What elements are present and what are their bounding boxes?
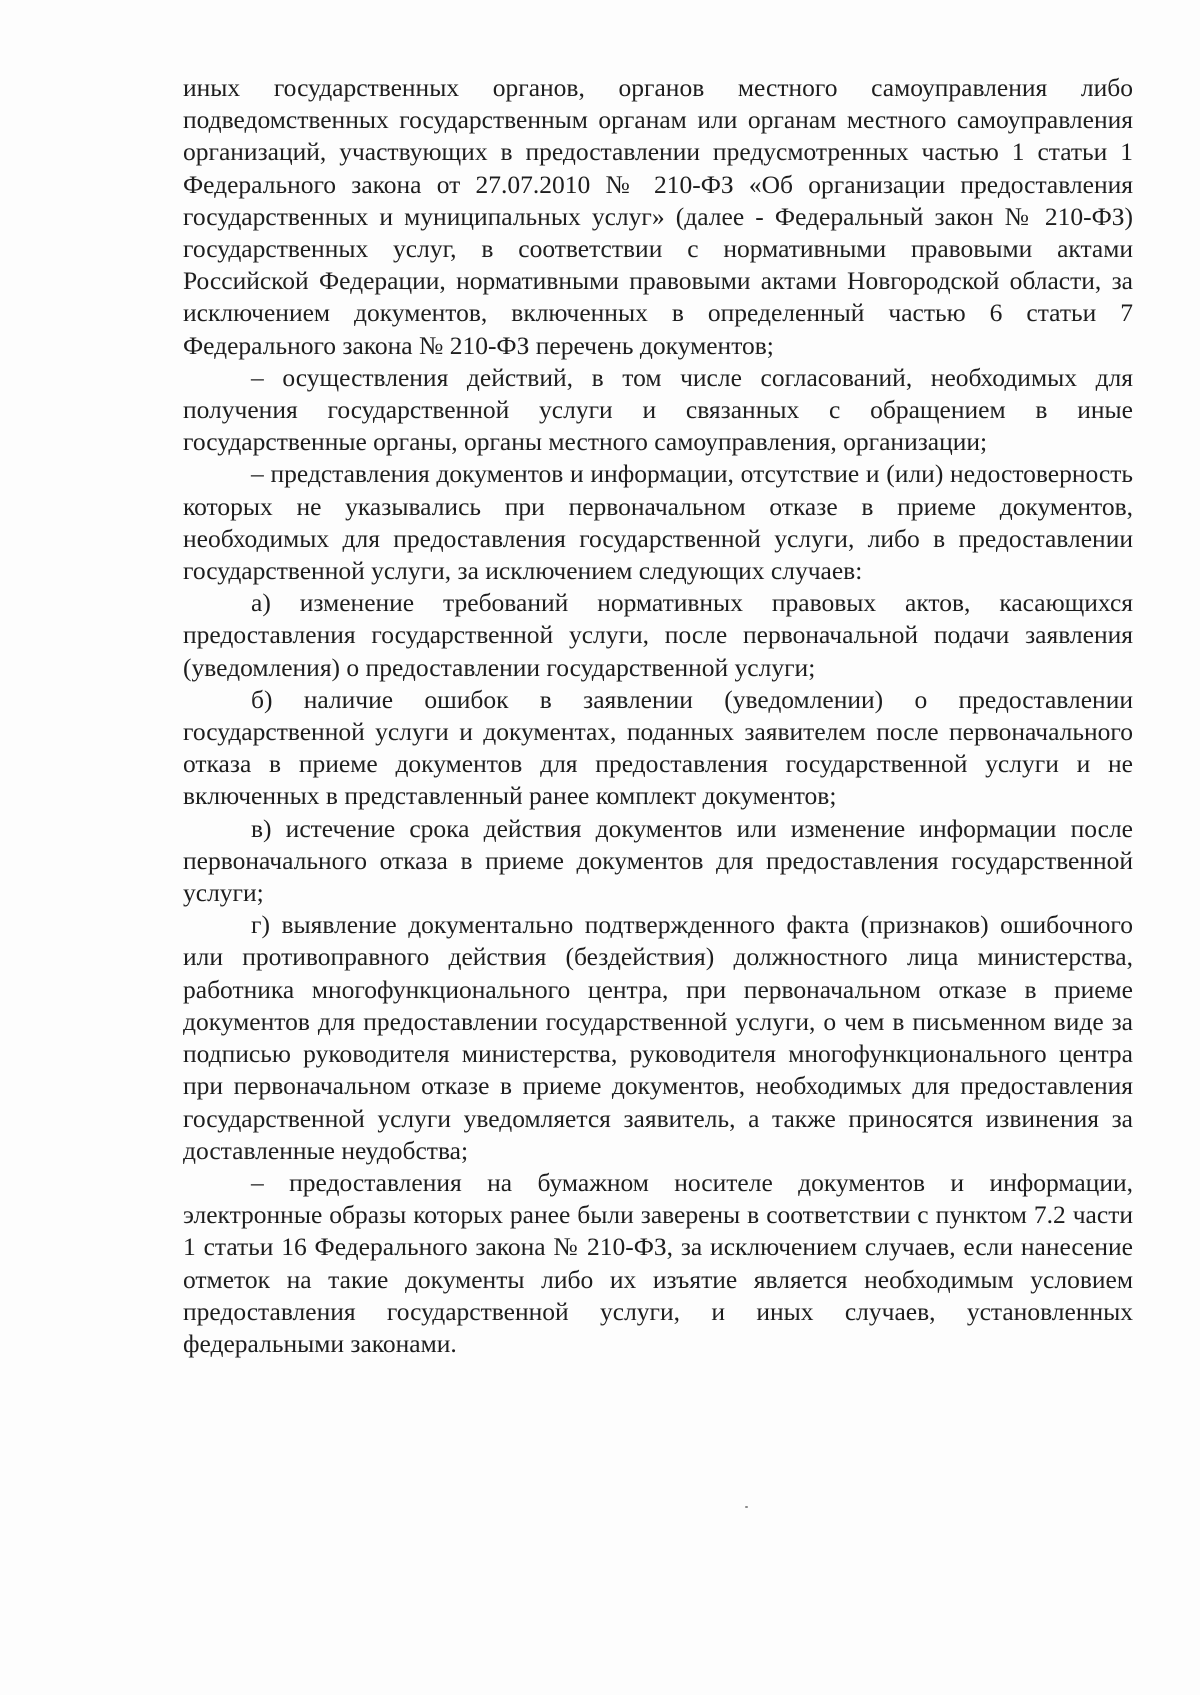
paragraph-actions-approvals: – осуществления действий, в том числе согласований, необходимых для получения государственной услуги и связанных с обращением в иные государственные органы, органы местного самоуправления, организации; <box>183 362 1133 457</box>
paragraph-case-a: а) изменение требований нормативных правовых актов, касающихся предоставления государственной услуги, после первоначальной подачи заявления (уведомления) о предоставлении государственной услуги; <box>183 588 1133 682</box>
scan-artifact-dot <box>745 1506 748 1508</box>
paragraph-case-g: г) выявление документально подтвержденного факта (признаков) ошибочного или противоправного действия (бездействия) должностного лица министерства, работника многофункционального центра, при первоначальном отказе в приеме документов для предоставлении государственной услуги, о чем в письменном виде за подписью руководителя министерства, руководителя многофункционального центра при первоначальном отказе в приеме документов, необходимых для предоставления государственной услуги уведомляется заявитель, а также приносятся извинения за доставленные неудобства; <box>183 910 1133 1165</box>
document-body <box>183 72 1133 1360</box>
paragraph-paper-documents: – предоставления на бумажном носителе документов и информации, электронные образы которых ранее были заверены в соответствии с пунктом 7.2 части 1 статьи 16 Федерального закона № 210-ФЗ, за исключением случаев, если нанесение отметок на такие документы либо их изъятие является необходимым условием предоставления государственной услуги, и иных случаев, установленных федеральными законами. <box>183 1167 1133 1358</box>
paragraph-documents-information: – представления документов и информации, отсутствие и (или) недостоверность которых не указывались при первоначальном отказе в приеме документов, необходимых для предоставления государственной услуги, либо в предоставлении государственной услуги, за исключением следующих случаев: <box>183 459 1133 586</box>
paragraph-case-v: в) истечение срока действия документов или изменение информации после первоначального отказа в приеме документов для предоставления государственной услуги; <box>183 813 1133 908</box>
paragraph-case-b: б) наличие ошибок в заявлении (уведомлении) о предоставлении государственной услуги и документах, поданных заявителем после первоначального отказа в приеме документов для предоставления государственной услуги и не включенных в представленный ранее комплект документов; <box>183 684 1133 811</box>
paragraph-continuation: иных государственных органов, органов местного самоуправления либо подведомственных государственным органам или органам местного самоуправления организаций, участвующих в предоставлении предусмотренных частью 1 статьи 1 Федерального закона от 27.07.2010 № 210-ФЗ «Об организации предоставления государственных и муниципальных услуг» (далее - Федеральный закон № 210-ФЗ) государственных услуг, в соответствии с нормативными правовыми актами Российской Федерации, нормативными правовыми актами Новгородской области, за исключением документов, включенных в определенный частью 6 статьи 7 Федерального закона № 210-ФЗ перечень документов; <box>183 73 1133 360</box>
